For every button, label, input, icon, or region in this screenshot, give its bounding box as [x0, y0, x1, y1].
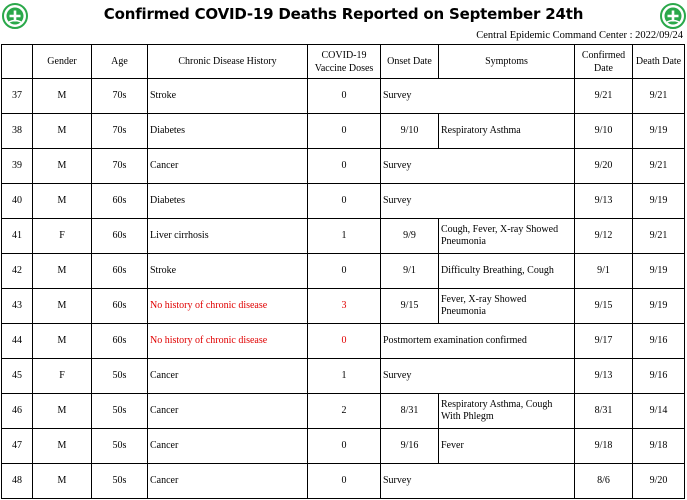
column-header: Death Date: [633, 45, 685, 79]
symptoms-cell: Respiratory Asthma: [439, 114, 575, 149]
death-date-cell: 9/16: [633, 324, 685, 359]
vaccine-doses-cell: 2: [308, 394, 381, 429]
onset-note-cell: Postmortem examination confirmed: [381, 324, 575, 359]
chronic-disease-cell: Stroke: [148, 254, 308, 289]
case-number-cell: 46: [2, 394, 33, 429]
gender-cell: F: [33, 359, 92, 394]
vaccine-doses-cell: 0: [308, 79, 381, 114]
case-number-cell: 38: [2, 114, 33, 149]
death-date-cell: 9/19: [633, 254, 685, 289]
symptoms-cell: Fever: [439, 429, 575, 464]
column-header: Chronic Disease History: [148, 45, 308, 79]
death-date-cell: 9/16: [633, 359, 685, 394]
confirmed-date-cell: 9/12: [575, 219, 633, 254]
chronic-disease-cell: Cancer: [148, 394, 308, 429]
vaccine-doses-cell: 0: [308, 149, 381, 184]
age-cell: 50s: [92, 464, 148, 499]
onset-date-cell: 9/9: [381, 219, 439, 254]
table-row: [2, 324, 685, 359]
table-row: [2, 114, 685, 149]
vaccine-doses-cell: 0: [308, 184, 381, 219]
death-date-cell: 9/21: [633, 149, 685, 184]
onset-note-cell: Survey: [381, 149, 575, 184]
age-cell: 50s: [92, 429, 148, 464]
confirmed-date-cell: 9/21: [575, 79, 633, 114]
death-date-cell: 9/18: [633, 429, 685, 464]
chronic-disease-cell: Stroke: [148, 79, 308, 114]
table-row: [2, 149, 685, 184]
deaths-table: [1, 44, 685, 499]
vaccine-doses-cell: 0: [308, 429, 381, 464]
chronic-disease-cell: No history of chronic disease: [148, 324, 308, 359]
table-row: [2, 464, 685, 499]
age-cell: 60s: [92, 289, 148, 324]
column-header: COVID-19 Vaccine Doses: [308, 45, 381, 79]
table-row: [2, 394, 685, 429]
case-number-cell: 39: [2, 149, 33, 184]
confirmed-date-cell: 8/31: [575, 394, 633, 429]
column-header: Gender: [33, 45, 92, 79]
onset-note-cell: Survey: [381, 184, 575, 219]
age-cell: 60s: [92, 324, 148, 359]
gender-cell: M: [33, 324, 92, 359]
chronic-disease-cell: Cancer: [148, 359, 308, 394]
chronic-disease-cell: Cancer: [148, 464, 308, 499]
case-number-cell: 43: [2, 289, 33, 324]
gender-cell: F: [33, 219, 92, 254]
confirmed-date-cell: 9/20: [575, 149, 633, 184]
case-number-cell: 42: [2, 254, 33, 289]
onset-note-cell: Survey: [381, 79, 575, 114]
column-header: Confirmed Date: [575, 45, 633, 79]
table-row: [2, 219, 685, 254]
confirmed-date-cell: 9/17: [575, 324, 633, 359]
age-cell: 60s: [92, 219, 148, 254]
age-cell: 50s: [92, 359, 148, 394]
chronic-disease-cell: Diabetes: [148, 184, 308, 219]
confirmed-date-cell: 9/1: [575, 254, 633, 289]
gender-cell: M: [33, 464, 92, 499]
symptoms-cell: Fever, X-ray Showed Pneumonia: [439, 289, 575, 324]
age-cell: 70s: [92, 114, 148, 149]
table-row: [2, 429, 685, 464]
vaccine-doses-cell: 1: [308, 359, 381, 394]
confirmed-date-cell: 9/13: [575, 184, 633, 219]
confirmed-date-cell: 9/13: [575, 359, 633, 394]
symptoms-cell: Respiratory Asthma, Cough With Phlegm: [439, 394, 575, 429]
chronic-disease-cell: Cancer: [148, 429, 308, 464]
table-row: [2, 289, 685, 324]
chronic-disease-cell: No history of chronic disease: [148, 289, 308, 324]
table-row: [2, 184, 685, 219]
chronic-disease-cell: Cancer: [148, 149, 308, 184]
onset-date-cell: 9/1: [381, 254, 439, 289]
confirmed-date-cell: 9/15: [575, 289, 633, 324]
age-cell: 60s: [92, 254, 148, 289]
onset-date-cell: 9/10: [381, 114, 439, 149]
page-title: Confirmed COVID-19 Deaths Reported on September 24th: [103, 5, 584, 23]
column-header: Age: [92, 45, 148, 79]
vaccine-doses-cell: 1: [308, 219, 381, 254]
onset-date-cell: 9/15: [381, 289, 439, 324]
case-number-cell: 48: [2, 464, 33, 499]
onset-date-cell: 8/31: [381, 394, 439, 429]
symptoms-cell: Difficulty Breathing, Cough: [439, 254, 575, 289]
age-cell: 50s: [92, 394, 148, 429]
gender-cell: M: [33, 184, 92, 219]
table-header-row: [2, 45, 685, 79]
case-number-cell: 40: [2, 184, 33, 219]
gender-cell: M: [33, 149, 92, 184]
gender-cell: M: [33, 254, 92, 289]
gender-cell: M: [33, 114, 92, 149]
agency-date-line: Central Epidemic Command Center : 2022/09/24: [476, 30, 683, 41]
case-number-cell: 44: [2, 324, 33, 359]
chronic-disease-cell: Diabetes: [148, 114, 308, 149]
onset-note-cell: Survey: [381, 464, 575, 499]
column-header: [2, 45, 33, 79]
case-number-cell: 47: [2, 429, 33, 464]
age-cell: 60s: [92, 184, 148, 219]
vaccine-doses-cell: 3: [308, 289, 381, 324]
column-header: Symptoms: [439, 45, 575, 79]
table-row: [2, 254, 685, 289]
vaccine-doses-cell: 0: [308, 464, 381, 499]
death-date-cell: 9/20: [633, 464, 685, 499]
vaccine-doses-cell: 0: [308, 114, 381, 149]
gender-cell: M: [33, 394, 92, 429]
case-number-cell: 45: [2, 359, 33, 394]
death-date-cell: 9/21: [633, 79, 685, 114]
age-cell: 70s: [92, 79, 148, 114]
death-date-cell: 9/14: [633, 394, 685, 429]
death-date-cell: 9/19: [633, 114, 685, 149]
gender-cell: M: [33, 429, 92, 464]
confirmed-date-cell: 9/10: [575, 114, 633, 149]
age-cell: 70s: [92, 149, 148, 184]
confirmed-date-cell: 8/6: [575, 464, 633, 499]
chronic-disease-cell: Liver cirrhosis: [148, 219, 308, 254]
cecc-logo-icon: [660, 3, 686, 29]
case-number-cell: 41: [2, 219, 33, 254]
column-header: Onset Date: [381, 45, 439, 79]
table-row: [2, 359, 685, 394]
gender-cell: M: [33, 79, 92, 114]
gender-cell: M: [33, 289, 92, 324]
vaccine-doses-cell: 0: [308, 324, 381, 359]
death-date-cell: 9/19: [633, 289, 685, 324]
vaccine-doses-cell: 0: [308, 254, 381, 289]
symptoms-cell: Cough, Fever, X-ray Showed Pneumonia: [439, 219, 575, 254]
confirmed-date-cell: 9/18: [575, 429, 633, 464]
table-row: [2, 79, 685, 114]
case-number-cell: 37: [2, 79, 33, 114]
death-date-cell: 9/19: [633, 184, 685, 219]
onset-date-cell: 9/16: [381, 429, 439, 464]
death-date-cell: 9/21: [633, 219, 685, 254]
onset-note-cell: Survey: [381, 359, 575, 394]
